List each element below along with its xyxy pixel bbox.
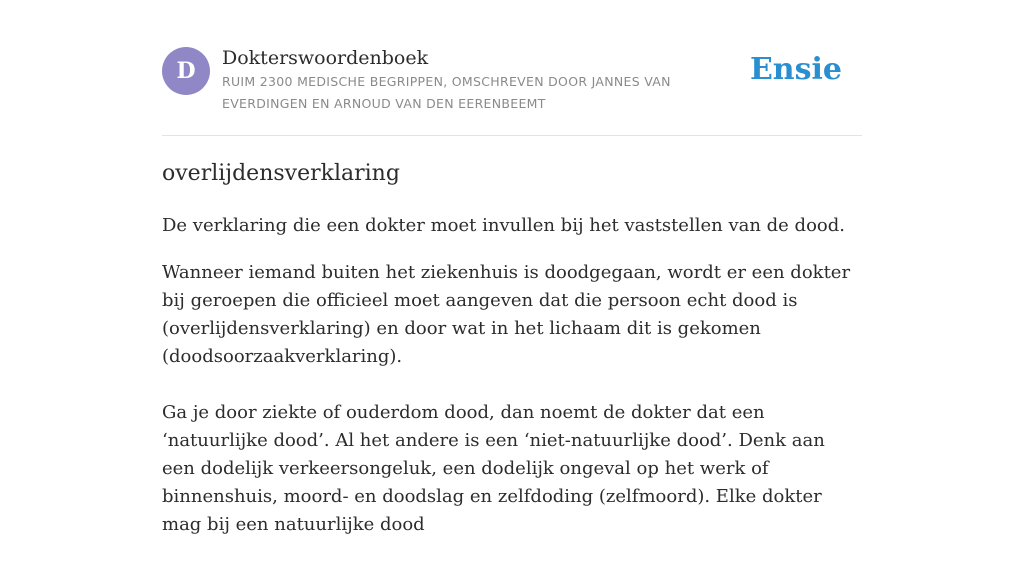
- header-divider: [162, 135, 862, 136]
- entry-paragraph-2: Ga je door ziekte of ouderdom dood, dan noemt de dokter dat een ‘natuurlijke dood’. Al het andere is een ‘niet-natuurlijke dood’. Denk aan een dodelijk verkeersongeluk, een dodelijk ongeval op het werk of binnenshuis, moord- en doodslag en zelfdoding (zelfmoord). Elke dokter mag bij een natuurlijke dood: [162, 402, 825, 535]
- source-subtitle: RUIM 2300 MEDISCHE BEGRIPPEN, OMSCHREVEN DOOR JANNES VAN EVERDINGEN EN ARNOUD VAN DEN EERENBEEMT: [222, 74, 671, 111]
- source-title[interactable]: Dokterswoordenboek: [222, 47, 429, 69]
- entry-term: overlijdensverklaring: [162, 161, 400, 186]
- source-avatar[interactable]: D: [162, 47, 210, 95]
- source-header: [162, 46, 862, 136]
- ensie-logo[interactable]: Ensie: [749, 52, 842, 87]
- entry-body: [162, 212, 862, 567]
- entry-paragraph-1: Wanneer iemand buiten het ziekenhuis is doodgegaan, wordt er een dokter bij geroepen die officieel moet aangeven dat die persoon echt dood is (overlijdensverklaring) en door wat in het lichaam dit is gekomen (doodsoorzaakverklaring).: [162, 262, 851, 367]
- page: [162, 0, 862, 535]
- entry-lead: De verklaring die een dokter moet invullen bij het vaststellen van de dood.: [162, 215, 845, 236]
